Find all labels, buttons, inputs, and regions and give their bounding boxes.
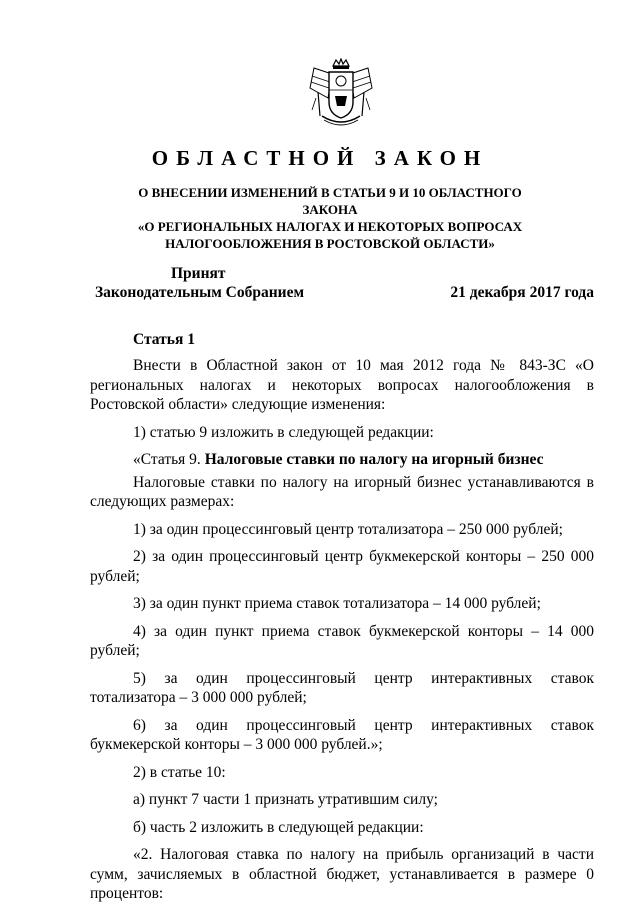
paragraph: 2) за один процессинговый центр букмекерской конторы – 250 000 рублей; <box>90 548 594 585</box>
paragraph: 6) за один процессинговый центр интерактивных ставок букмекерской конторы – 3 000 000 рублей.»; <box>90 716 594 753</box>
paragraph: а) пункт 7 части 1 признать утратившим силу; <box>133 791 438 808</box>
article-9-title: Налоговые ставки по налогу на игорный бизнес <box>204 451 544 468</box>
subtitle-line: НАЛОГООБЛОЖЕНИЯ В РОСТОВСКОЙ ОБЛАСТИ» <box>165 236 495 251</box>
paragraph: 1) статью 9 изложить в следующей редакции: <box>133 423 434 441</box>
article-9-prefix: «Статья 9. <box>133 451 205 468</box>
subtitle-line: «О РЕГИОНАЛЬНЫХ НАЛОГАХ И НЕКОТОРЫХ ВОПРОСАХ <box>137 219 523 234</box>
document-title: ОБЛАСТНОЙ ЗАКОН <box>151 146 489 170</box>
subtitle-line: О ВНЕСЕНИИ ИЗМЕНЕНИЙ В СТАТЬИ 9 И 10 ОБЛАСТНОГО ЗАКОНА <box>138 185 522 217</box>
adoption-date: 21 декабря 2017 года <box>450 284 594 301</box>
paragraph: Внести в Областной закон от 10 мая 2012 года № 843-ЗС «О региональных налогах и некоторых вопросах налогообложения в Ростовской области» следующие изменения: <box>90 357 594 413</box>
paragraph: 4) за один пункт приема ставок букмекерской конторы – 14 000 рублей; <box>90 622 594 659</box>
paragraph: Налоговые ставки по налогу на игорный бизнес устанавливаются в следующих размерах: <box>90 473 594 510</box>
article-heading: Статья 1 <box>133 331 195 348</box>
paragraph: 5) за один процессинговый центр интерактивных ставок тотализатора – 3 000 000 рублей; <box>90 669 594 706</box>
paragraph: 2) в статье 10: <box>133 763 226 781</box>
document-subtitle <box>110 184 550 252</box>
adopted-label: Принят <box>171 265 226 282</box>
paragraph: б) часть 2 изложить в следующей редакции: <box>133 818 424 836</box>
paragraph: «2. Налоговая ставка по налогу на прибыль организаций в части сумм, зачисляемых в областной бюджет, устанавливается в размере 0 процентов: <box>90 846 594 902</box>
paragraph <box>90 450 594 470</box>
paragraph: 3) за один пункт приема ставок тотализатора – 14 000 рублей; <box>133 595 541 612</box>
paragraph: 1) за один процессинговый центр тотализатора – 250 000 рублей; <box>133 520 563 538</box>
article-body <box>90 356 594 912</box>
coat-of-arms-emblem <box>302 58 380 130</box>
adopted-by: Законодательным Собранием <box>95 284 305 301</box>
